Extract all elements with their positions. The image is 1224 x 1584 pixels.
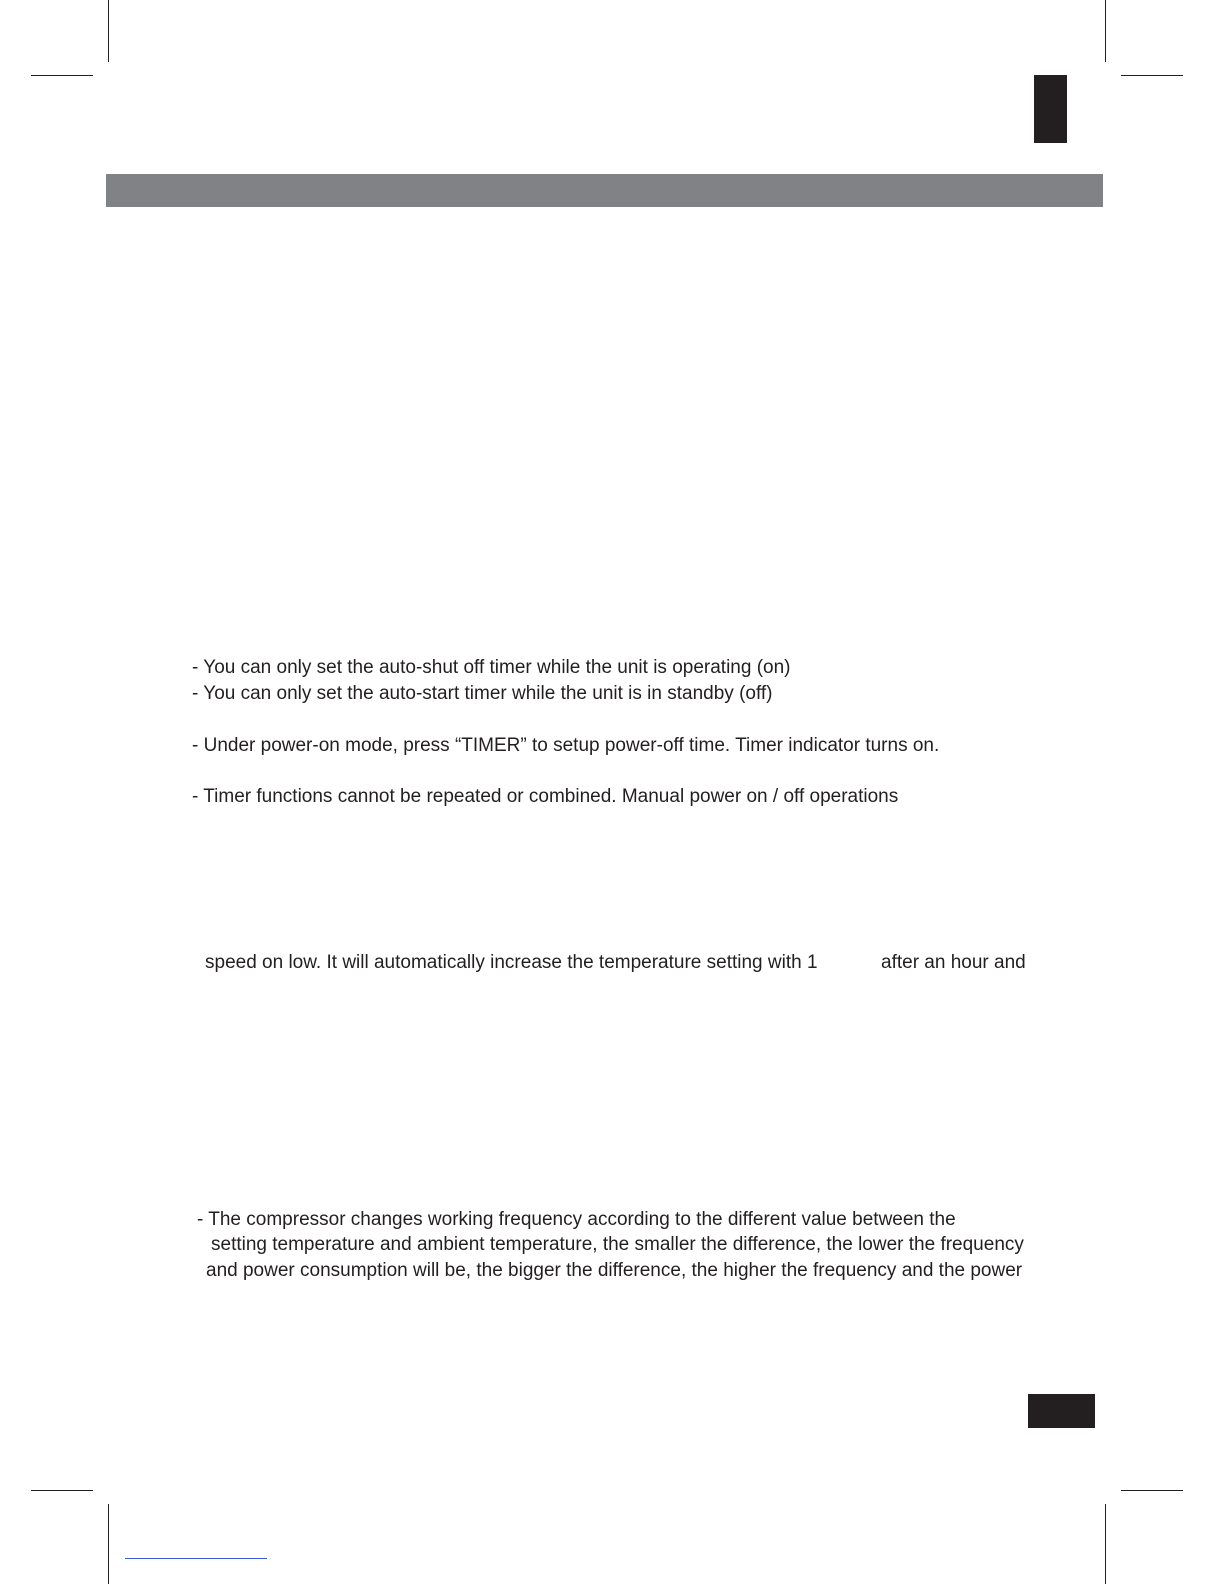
crop-mark-top-left-vertical	[108, 0, 109, 62]
sleep-mode-text: speed on low. It will automatically increase the temperature setting with 1	[205, 952, 818, 973]
section-tab	[1034, 75, 1067, 143]
compressor-line-2: setting temperature and ambient temperature, the smaller the difference, the lower the frequency	[211, 1234, 1024, 1255]
crop-mark-bottom-left-vertical	[108, 1504, 109, 1584]
crop-mark-top-right-vertical	[1105, 0, 1106, 62]
crop-mark-bottom-right-vertical	[1105, 1504, 1106, 1584]
crop-mark-top-left-horizontal	[31, 75, 93, 76]
crop-mark-top-right-horizontal	[1121, 75, 1183, 76]
crop-mark-bottom-left-horizontal	[31, 1490, 93, 1491]
page-number-tab	[1028, 1394, 1095, 1428]
bullet-auto-start: - You can only set the auto-start timer while the unit is in standby (off)	[192, 683, 773, 704]
bullet-auto-shut-off: - You can only set the auto-shut off timer while the unit is operating (on)	[192, 657, 791, 678]
crop-mark-bottom-right-horizontal	[1121, 1490, 1183, 1491]
compressor-line-3: and power consumption will be, the bigger the difference, the higher the frequency and the power	[206, 1260, 1023, 1281]
section-header-bar	[106, 174, 1103, 207]
bullet-power-on-mode: - Under power-on mode, press “TIMER” to setup power-off time. Timer indicator turns on.	[192, 735, 940, 756]
sleep-mode-text-end: after an hour and	[881, 952, 1026, 973]
footer-link-underline	[125, 1558, 267, 1559]
compressor-line-1: - The compressor changes working frequency according to the different value between the	[197, 1209, 956, 1230]
bullet-timer-functions: - Timer functions cannot be repeated or combined. Manual power on / off operations	[192, 786, 899, 807]
